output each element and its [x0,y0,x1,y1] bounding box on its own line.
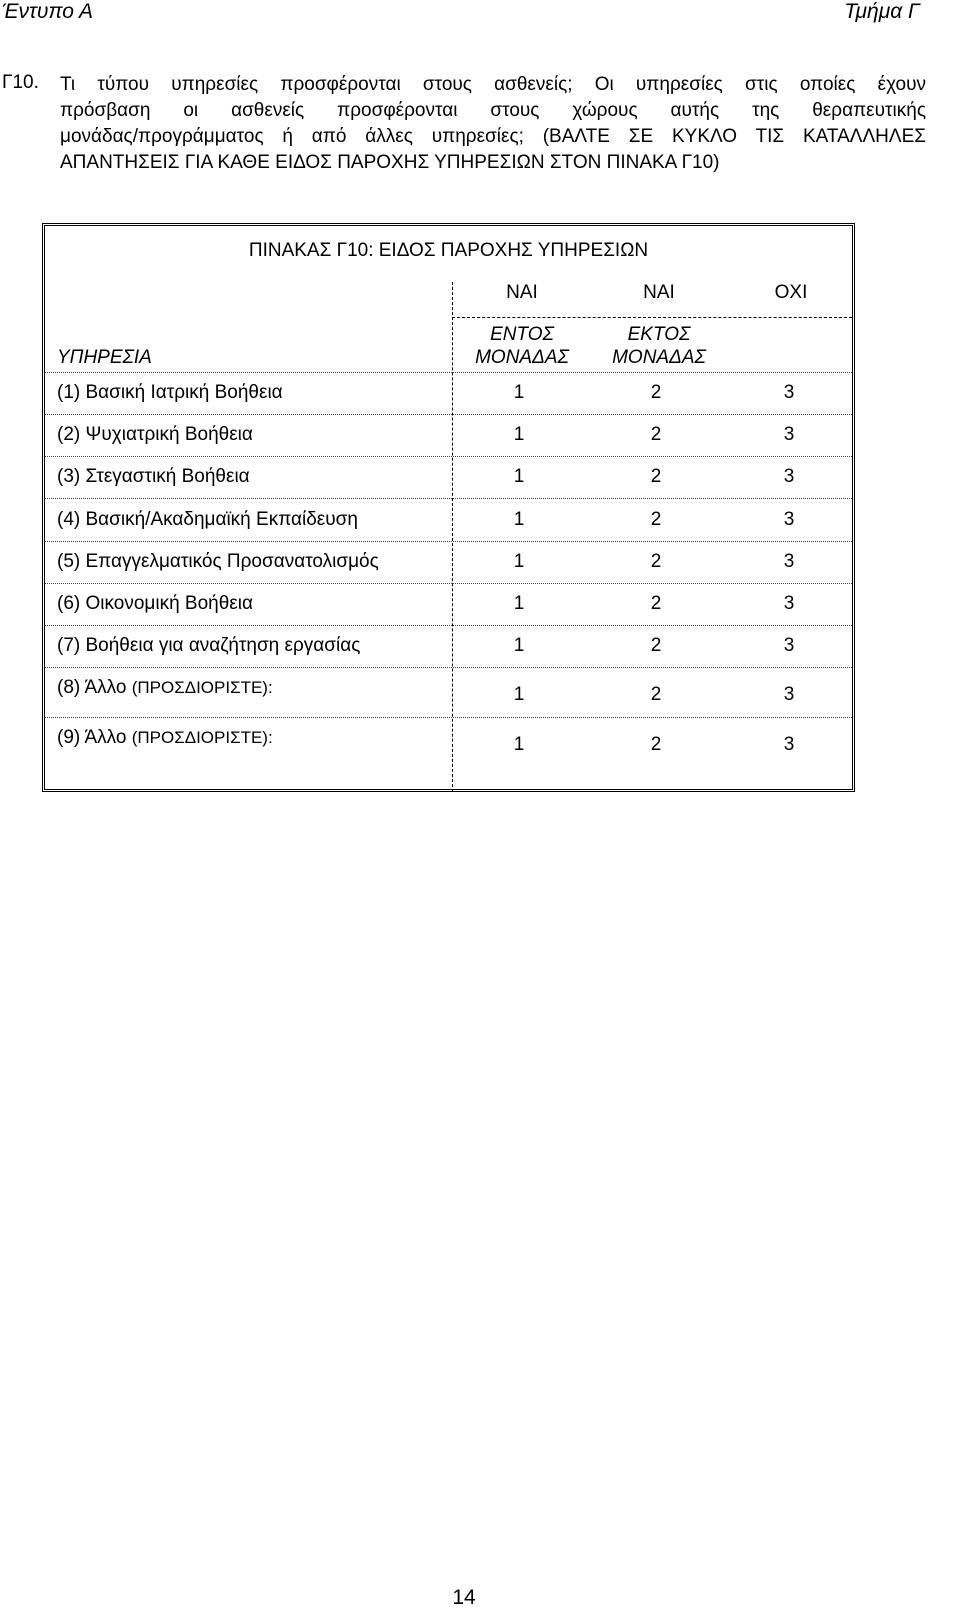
service-row-label: (8) Άλλο (ΠΡΟΣΔΙΟΡΙΣΤΕ): [57,677,273,698]
row-separator [45,625,852,626]
header-divider [452,317,852,318]
answer-code[interactable]: 1 [513,466,525,487]
question-text [60,72,926,176]
col-head-yes-outside: ΝΑΙ [643,282,675,303]
answer-code[interactable]: 2 [650,382,662,403]
col-sub-outside: ΕΚΤΟΣ ΜΟΝΑΔΑΣ [612,324,706,368]
service-row-label: (6) Οικονομική Βοήθεια [57,593,253,614]
question-line: μονάδας/προγράμματος ή από άλλες υπηρεσίες; (ΒΑΛΤΕ ΣΕ ΚΥΚΛΟ ΤΙΣ ΚΑΤΑΛΛΗΛΕΣ [60,126,926,147]
service-row-label: (7) Βοήθεια για αναζήτηση εργασίας [57,635,361,656]
question-number: Γ10. [2,72,39,93]
answer-code[interactable]: 2 [650,734,662,755]
answer-code[interactable]: 3 [783,734,795,755]
section-label: Τμήμα Γ [844,0,920,23]
services-table [42,223,855,792]
answer-code[interactable]: 3 [783,424,795,445]
col-head-yes-inside: ΝΑΙ [506,282,538,303]
col-sub-inside: ΕΝΤΟΣ ΜΟΝΑΔΑΣ [475,324,569,368]
service-row-label: (5) Επαγγελματικός Προσανατολισμός [57,551,379,572]
row-separator [45,372,852,373]
row-separator [45,717,852,718]
row-separator [45,667,852,668]
answer-code[interactable]: 1 [513,635,525,656]
answer-code[interactable]: 3 [783,509,795,530]
form-label: Έντυπο Α [2,0,93,23]
question-line: ΑΠΑΝΤΗΣΕΙΣ ΓΙΑ ΚΑΘΕ ΕΙΔΟΣ ΠΑΡΟΧΗΣ ΥΠΗΡΕΣΙΩΝ ΣΤΟΝ ΠΙΝΑΚΑ Γ10) [60,152,720,173]
service-row-label: (1) Βασική Ιατρική Βοήθεια [57,382,283,403]
service-row-label: (3) Στεγαστική Βοήθεια [57,466,250,487]
row-separator [45,583,852,584]
answer-code[interactable]: 2 [650,424,662,445]
answer-code[interactable]: 3 [783,551,795,572]
table-title: ΠΙΝΑΚΑΣ Γ10: ΕΙΔΟΣ ΠΑΡΟΧΗΣ ΥΠΗΡΕΣΙΩΝ [248,240,649,261]
question-line: Τι τύπου υπηρεσίες προσφέρονται στους ασθενείς; Οι υπηρεσίες στις οποίες έχουν [60,74,926,95]
service-row-label: (9) Άλλο (ΠΡΟΣΔΙΟΡΙΣΤΕ): [57,727,273,748]
answer-code[interactable]: 1 [513,424,525,445]
row-separator [45,541,852,542]
answer-code[interactable]: 1 [513,593,525,614]
answer-code[interactable]: 2 [650,509,662,530]
answer-code[interactable]: 3 [783,466,795,487]
question-line: πρόσβαση οι ασθενείς προσφέρονται στους χώρους αυτής της θεραπευτικής [60,100,926,121]
answer-code[interactable]: 2 [650,466,662,487]
service-row-label: (4) Βασική/Ακαδημαϊκή Εκπαίδευση [57,509,358,530]
page-number: 14 [452,1586,476,1609]
answer-code[interactable]: 3 [783,684,795,705]
answer-code[interactable]: 1 [513,509,525,530]
answer-code[interactable]: 3 [783,382,795,403]
answer-code[interactable]: 2 [650,593,662,614]
column-divider [452,282,453,792]
answer-code[interactable]: 2 [650,635,662,656]
specify-note: (ΠΡΟΣΔΙΟΡΙΣΤΕ): [131,678,273,697]
row-separator [45,414,852,415]
answer-code[interactable]: 2 [650,551,662,572]
row-separator [45,456,852,457]
answer-code[interactable]: 1 [513,382,525,403]
answer-code[interactable]: 1 [513,551,525,572]
answer-code[interactable]: 3 [783,635,795,656]
answer-code[interactable]: 3 [783,593,795,614]
service-row-label: (2) Ψυχιατρική Βοήθεια [57,424,253,445]
service-column-header: ΥΠΗΡΕΣΙΑ [57,347,152,368]
answer-code[interactable]: 1 [513,684,525,705]
specify-note: (ΠΡΟΣΔΙΟΡΙΣΤΕ): [131,728,273,747]
answer-code[interactable]: 2 [650,684,662,705]
row-separator [45,498,852,499]
answer-code[interactable]: 1 [513,734,525,755]
col-head-no: ΟΧΙ [774,282,808,303]
